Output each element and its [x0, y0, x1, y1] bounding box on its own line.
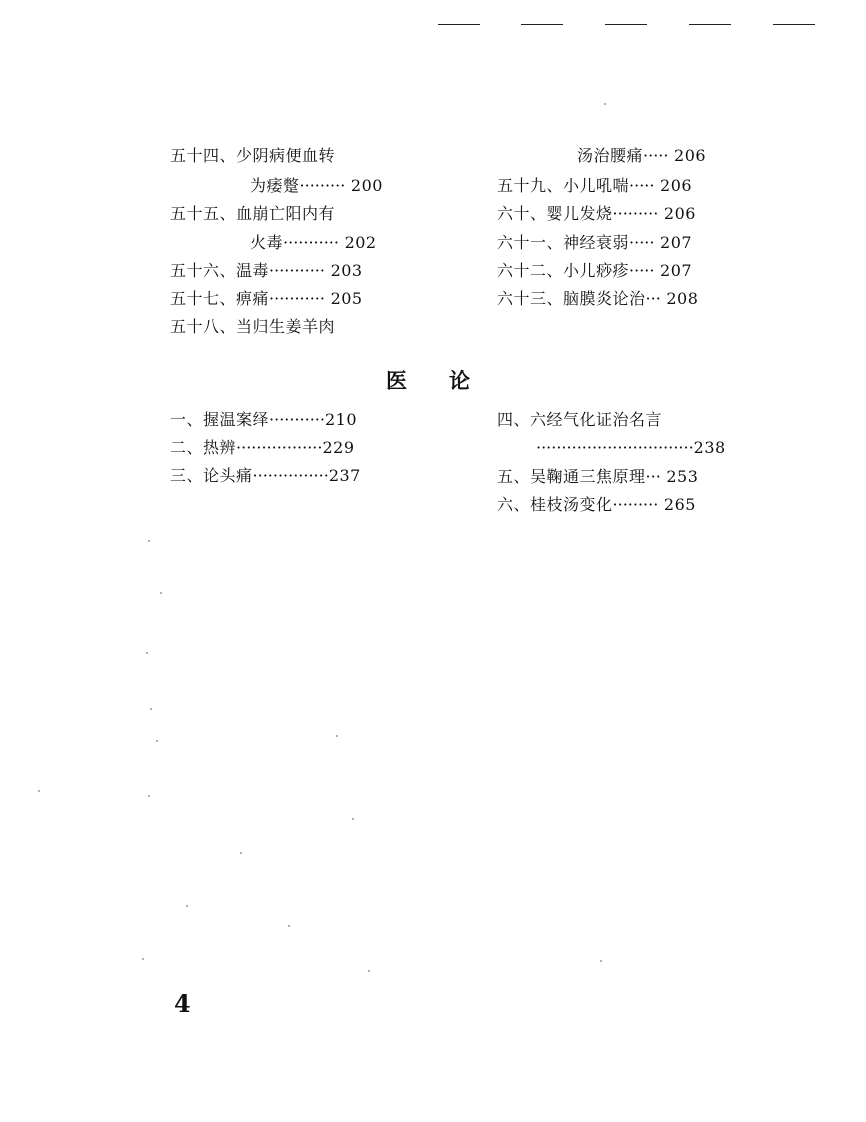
toc-title: 四、六经气化证治名言	[497, 410, 663, 429]
toc-entry	[170, 204, 335, 224]
toc-page-number: 200	[350, 176, 383, 195]
header-rule	[773, 24, 815, 25]
toc-page-number: 210	[324, 410, 358, 429]
scan-speck	[368, 970, 370, 972]
toc-dots: ···········	[283, 233, 339, 252]
toc-title: 三、论头痛	[170, 466, 253, 485]
toc-dots: ···	[645, 289, 661, 308]
toc-title: 六十、婴儿发烧	[497, 204, 613, 223]
page-number: 4	[174, 989, 191, 1018]
toc-title: 五十四、少阴病便血转	[170, 146, 336, 165]
scan-speck	[600, 960, 602, 962]
toc-entry	[170, 410, 357, 430]
toc-title: 六十三、脑膜炎论治	[497, 289, 646, 308]
toc-entry	[250, 176, 383, 196]
toc-title: 五十七、痹痛	[170, 289, 270, 308]
toc-dots: ···············	[252, 466, 329, 485]
toc-dots: ·········	[612, 204, 659, 223]
scan-speck	[148, 795, 150, 797]
toc-entry	[497, 204, 696, 224]
toc-page-number: 207	[660, 233, 693, 252]
toc-title: 火毒	[250, 233, 284, 252]
scan-speck	[288, 925, 290, 927]
toc-dots: ·················	[236, 438, 323, 457]
toc-entry	[497, 467, 698, 487]
toc-title: 为痿蹩	[250, 176, 300, 195]
toc-title: 一、握温案绎	[170, 410, 270, 429]
toc-entry	[497, 410, 662, 430]
toc-title: 五、吴鞠通三焦原理	[497, 467, 646, 486]
toc-dots: ···	[645, 467, 661, 486]
scan-speck	[352, 818, 354, 820]
toc-dots: ···········	[269, 410, 325, 429]
toc-title: 六十二、小儿痧疹	[497, 261, 630, 280]
header-rule	[689, 24, 731, 25]
toc-entry	[497, 233, 692, 253]
toc-page-number: 206	[660, 176, 693, 195]
scan-speck	[142, 958, 144, 960]
scan-speck	[148, 540, 150, 542]
toc-dots: ·····	[643, 146, 669, 165]
toc-title: 五十八、当归生姜羊肉	[170, 317, 336, 336]
header-rule	[605, 24, 647, 25]
toc-page-number: 229	[322, 438, 355, 457]
toc-page-number: 208	[666, 289, 699, 308]
header-rule	[521, 24, 563, 25]
scan-speck	[156, 740, 158, 742]
toc-page-number: 206	[663, 204, 696, 223]
toc-page-number: 202	[344, 233, 377, 252]
toc-entry	[250, 233, 377, 253]
toc-title: 五十五、血崩亡阳内有	[170, 204, 336, 223]
toc-entry	[577, 146, 706, 166]
scan-speck	[604, 103, 606, 105]
scan-speck	[186, 905, 188, 907]
toc-entry	[170, 317, 335, 337]
toc-entry	[497, 176, 692, 196]
toc-entry	[497, 261, 692, 281]
toc-dots: ···········	[269, 289, 325, 308]
toc-page-number: 205	[330, 289, 363, 308]
scan-speck	[160, 592, 162, 594]
toc-page-number: 237	[328, 466, 361, 485]
toc-page-number: 265	[663, 495, 696, 514]
toc-page-number: 253	[666, 467, 699, 486]
toc-page-number: 206	[674, 146, 707, 165]
toc-title: 二、热辨	[170, 438, 237, 457]
scan-speck	[38, 790, 40, 792]
scan-speck	[146, 652, 148, 654]
scan-speck	[336, 735, 338, 737]
toc-page-number: 203	[330, 261, 363, 280]
toc-title: 六、桂枝汤变化	[497, 495, 613, 514]
section-heading: 医 论	[386, 368, 470, 393]
toc-entry	[497, 495, 696, 515]
toc-entry	[170, 146, 335, 166]
toc-title: 五十六、温毒	[170, 261, 270, 280]
toc-dots: ···········	[269, 261, 325, 280]
header-rule	[438, 24, 480, 25]
scan-speck	[150, 708, 152, 710]
toc-dots: ·····	[629, 233, 655, 252]
toc-title: 五十九、小儿吼喘	[497, 176, 630, 195]
toc-entry	[170, 438, 355, 458]
toc-page-number: 238	[693, 438, 726, 457]
toc-entry	[170, 261, 363, 281]
toc-entry	[170, 466, 361, 486]
scan-speck	[240, 852, 242, 854]
toc-entry	[170, 289, 363, 309]
toc-dots: ·········	[612, 495, 659, 514]
toc-dots: ·······························	[536, 438, 694, 457]
toc-dots: ·····	[629, 261, 655, 280]
toc-dots: ·····	[629, 176, 655, 195]
toc-title: 六十一、神经衰弱	[497, 233, 630, 252]
toc-entry	[536, 438, 726, 458]
toc-entry	[497, 289, 698, 309]
toc-dots: ·········	[299, 176, 346, 195]
toc-title: 汤治腰痛	[577, 146, 644, 165]
toc-page-number: 207	[660, 261, 693, 280]
